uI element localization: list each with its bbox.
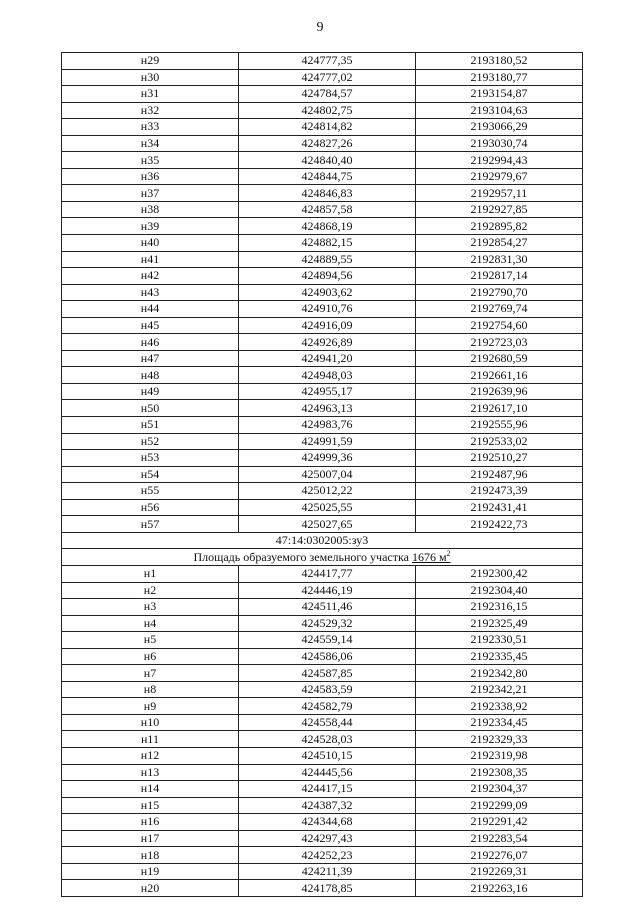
coord-x: 424178,85 (239, 880, 416, 897)
coord-y: 2192979,67 (416, 168, 583, 185)
table-row (62, 565, 583, 582)
point-name: н16 (62, 814, 239, 831)
coord-x: 424582,79 (239, 698, 416, 715)
point-name: н20 (62, 880, 239, 897)
coord-y: 2192661,16 (416, 367, 583, 384)
coord-x: 425012,22 (239, 483, 416, 500)
table-a-body (62, 53, 583, 533)
table-row (62, 797, 583, 814)
table-row (62, 466, 583, 483)
coord-y: 2192304,37 (416, 781, 583, 798)
point-name: н41 (62, 251, 239, 268)
coord-x: 424558,44 (239, 714, 416, 731)
table-row (62, 433, 583, 450)
table-row (62, 698, 583, 715)
point-name: н36 (62, 168, 239, 185)
coord-y: 2192319,98 (416, 747, 583, 764)
coord-x: 424211,39 (239, 863, 416, 880)
table-row (62, 400, 583, 417)
coord-x: 424417,15 (239, 781, 416, 798)
coord-y: 2192854,27 (416, 235, 583, 252)
coord-y: 2192895,82 (416, 218, 583, 235)
table-row (62, 268, 583, 285)
table-row (62, 847, 583, 864)
table-row (62, 135, 583, 152)
point-name: н39 (62, 218, 239, 235)
coord-y: 2192754,60 (416, 317, 583, 334)
coord-y: 2192269,31 (416, 863, 583, 880)
coord-x: 424894,56 (239, 268, 416, 285)
point-name: н6 (62, 648, 239, 665)
coord-y: 2193154,87 (416, 86, 583, 103)
point-name: н3 (62, 599, 239, 616)
coord-x: 425007,04 (239, 466, 416, 483)
coord-y: 2192263,16 (416, 880, 583, 897)
coord-x: 424252,23 (239, 847, 416, 864)
table-row (62, 152, 583, 169)
parcel-header (62, 532, 583, 565)
point-name: н10 (62, 714, 239, 731)
table-row (62, 201, 583, 218)
point-name: н52 (62, 433, 239, 450)
coord-y: 2193180,77 (416, 69, 583, 86)
table-row (62, 731, 583, 748)
coord-x: 424827,26 (239, 135, 416, 152)
point-name: н15 (62, 797, 239, 814)
coord-x: 424387,32 (239, 797, 416, 814)
coord-x: 424446,19 (239, 582, 416, 599)
coord-x: 424844,75 (239, 168, 416, 185)
table-row (62, 516, 583, 533)
coord-x: 424559,14 (239, 632, 416, 649)
coord-y: 2192338,92 (416, 698, 583, 715)
coord-y: 2192723,03 (416, 334, 583, 351)
point-name: н43 (62, 284, 239, 301)
point-name: н35 (62, 152, 239, 169)
point-name: н56 (62, 499, 239, 516)
point-name: н42 (62, 268, 239, 285)
coord-y: 2193066,29 (416, 119, 583, 136)
table-row (62, 499, 583, 516)
table-row (62, 880, 583, 897)
coord-x: 424529,32 (239, 615, 416, 632)
coord-y: 2192329,33 (416, 731, 583, 748)
coord-x: 424948,03 (239, 367, 416, 384)
coord-x: 425027,65 (239, 516, 416, 533)
coord-y: 2192487,96 (416, 466, 583, 483)
coord-x: 424916,09 (239, 317, 416, 334)
table-row (62, 119, 583, 136)
coord-y: 2192291,42 (416, 814, 583, 831)
point-name: н9 (62, 698, 239, 715)
point-name: н45 (62, 317, 239, 334)
table-row (62, 483, 583, 500)
coord-x: 424955,17 (239, 383, 416, 400)
point-name: н13 (62, 764, 239, 781)
coord-y: 2192473,39 (416, 483, 583, 500)
table-row (62, 681, 583, 698)
coord-y: 2192617,10 (416, 400, 583, 417)
table-row (62, 235, 583, 252)
table-row (62, 350, 583, 367)
point-name: н47 (62, 350, 239, 367)
table-row (62, 830, 583, 847)
coord-x: 424840,40 (239, 152, 416, 169)
table-row (62, 665, 583, 682)
point-name: н48 (62, 367, 239, 384)
coord-y: 2192533,02 (416, 433, 583, 450)
coord-y: 2192927,85 (416, 201, 583, 218)
table-row (62, 53, 583, 70)
coord-y: 2192431,41 (416, 499, 583, 516)
table-row (62, 417, 583, 434)
coord-x: 424926,89 (239, 334, 416, 351)
point-name: н12 (62, 747, 239, 764)
cadastral-id: 47:14:0302005:зу3 (62, 532, 583, 549)
table-row (62, 814, 583, 831)
coord-x: 424777,35 (239, 53, 416, 70)
point-name: н38 (62, 201, 239, 218)
page-number: 9 (316, 20, 324, 35)
point-name: н18 (62, 847, 239, 864)
coord-y: 2192555,96 (416, 417, 583, 434)
table-row (62, 284, 583, 301)
coord-x: 424814,82 (239, 119, 416, 136)
point-name: н44 (62, 301, 239, 318)
coord-y: 2193104,63 (416, 102, 583, 119)
table-row (62, 367, 583, 384)
point-name: н54 (62, 466, 239, 483)
table-row (62, 301, 583, 318)
coord-x: 425025,55 (239, 499, 416, 516)
coord-x: 424846,83 (239, 185, 416, 202)
coord-x: 424445,56 (239, 764, 416, 781)
table-row (62, 69, 583, 86)
point-name: н57 (62, 516, 239, 533)
coord-y: 2192304,40 (416, 582, 583, 599)
coord-x: 424983,76 (239, 417, 416, 434)
coord-x: 424777,02 (239, 69, 416, 86)
table-row (62, 317, 583, 334)
point-name: н1 (62, 565, 239, 582)
coord-y: 2192316,15 (416, 599, 583, 616)
table-row (62, 168, 583, 185)
coordinates-table (61, 52, 583, 897)
coord-y: 2192639,96 (416, 383, 583, 400)
point-name: н33 (62, 119, 239, 136)
point-name: н7 (62, 665, 239, 682)
coord-y: 2192831,30 (416, 251, 583, 268)
table-row (62, 747, 583, 764)
point-name: н30 (62, 69, 239, 86)
coord-x: 424528,03 (239, 731, 416, 748)
coord-x: 424941,20 (239, 350, 416, 367)
coord-x: 424344,68 (239, 814, 416, 831)
coord-y: 2192422,73 (416, 516, 583, 533)
coord-y: 2192994,43 (416, 152, 583, 169)
coord-x: 424417,77 (239, 565, 416, 582)
coord-y: 2192308,35 (416, 764, 583, 781)
point-name: н49 (62, 383, 239, 400)
point-name: н29 (62, 53, 239, 70)
coord-y: 2192335,45 (416, 648, 583, 665)
coord-x: 424868,19 (239, 218, 416, 235)
coord-y: 2192957,11 (416, 185, 583, 202)
coord-x: 424511,46 (239, 599, 416, 616)
coord-x: 424587,85 (239, 665, 416, 682)
coord-x: 424991,59 (239, 433, 416, 450)
point-name: н11 (62, 731, 239, 748)
coord-y: 2192330,51 (416, 632, 583, 649)
point-name: н2 (62, 582, 239, 599)
coord-y: 2192769,74 (416, 301, 583, 318)
coord-y: 2192283,54 (416, 830, 583, 847)
coord-y: 2192300,42 (416, 565, 583, 582)
coord-x: 424583,59 (239, 681, 416, 698)
table-row (62, 648, 583, 665)
table-row (62, 764, 583, 781)
point-name: н53 (62, 450, 239, 467)
table-row (62, 185, 583, 202)
coord-y: 2192276,07 (416, 847, 583, 864)
area-label: Площадь образуемого земельного участка (193, 549, 409, 564)
point-name: н40 (62, 235, 239, 252)
point-name: н14 (62, 781, 239, 798)
point-name: н46 (62, 334, 239, 351)
coord-x: 424889,55 (239, 251, 416, 268)
cadastral-row (62, 532, 583, 549)
coord-x: 424297,43 (239, 830, 416, 847)
coord-x: 424784,57 (239, 86, 416, 103)
point-name: н51 (62, 417, 239, 434)
coord-x: 424802,75 (239, 102, 416, 119)
table-row (62, 102, 583, 119)
point-name: н19 (62, 863, 239, 880)
area-row (62, 549, 583, 566)
table-row (62, 334, 583, 351)
point-name: н17 (62, 830, 239, 847)
coord-x: 424910,76 (239, 301, 416, 318)
coord-y: 2192334,45 (416, 714, 583, 731)
table-row (62, 450, 583, 467)
coord-x: 424586,06 (239, 648, 416, 665)
coord-y: 2192342,80 (416, 665, 583, 682)
coord-y: 2192299,09 (416, 797, 583, 814)
coord-x: 424857,58 (239, 201, 416, 218)
table-row (62, 599, 583, 616)
table-row (62, 383, 583, 400)
point-name: н32 (62, 102, 239, 119)
coord-x: 424903,62 (239, 284, 416, 301)
table-row (62, 632, 583, 649)
area-cell (62, 549, 583, 566)
coord-y: 2192817,14 (416, 268, 583, 285)
coord-y: 2192342,21 (416, 681, 583, 698)
coord-x: 424510,15 (239, 747, 416, 764)
area-value: 1676 $м^2$ (411, 548, 451, 564)
point-name: н8 (62, 681, 239, 698)
table-row (62, 714, 583, 731)
table-row (62, 86, 583, 103)
point-name: н4 (62, 615, 239, 632)
table-b-body (62, 565, 583, 896)
point-name: н37 (62, 185, 239, 202)
table-row (62, 582, 583, 599)
coord-x: 424999,36 (239, 450, 416, 467)
coord-y: 2192790,70 (416, 284, 583, 301)
point-name: н31 (62, 86, 239, 103)
point-name: н5 (62, 632, 239, 649)
table-row (62, 863, 583, 880)
point-name: н55 (62, 483, 239, 500)
point-name: н34 (62, 135, 239, 152)
coord-x: 424963,13 (239, 400, 416, 417)
table-row (62, 218, 583, 235)
coord-y: 2192325,49 (416, 615, 583, 632)
table-row (62, 781, 583, 798)
coord-y: 2192680,59 (416, 350, 583, 367)
coord-y: 2192510,27 (416, 450, 583, 467)
table-row (62, 615, 583, 632)
coord-x: 424882,15 (239, 235, 416, 252)
table-row (62, 251, 583, 268)
coord-y: 2193030,74 (416, 135, 583, 152)
coord-y: 2193180,52 (416, 53, 583, 70)
point-name: н50 (62, 400, 239, 417)
